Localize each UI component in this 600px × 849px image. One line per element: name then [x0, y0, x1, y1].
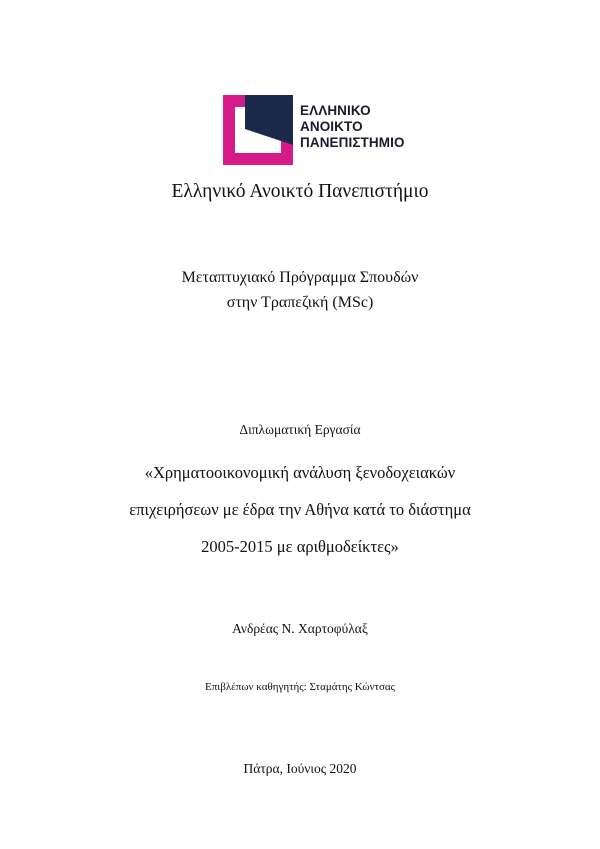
logo-line-1: ΕΛΛΗΝΙΚΟ — [300, 103, 371, 118]
logo-line-2: ΑΝΟΙΚΤΟ — [300, 119, 363, 134]
program-line-2: στην Τραπεζική (MSc) — [226, 294, 374, 311]
university-logo — [223, 95, 413, 165]
thesis-title-line-3: 2005-2015 με αριθμοδείκτες» — [201, 537, 399, 556]
logo-mark-icon — [223, 95, 293, 165]
thesis-title-line-2: επιχειρήσεων με έδρα την Αθήνα κατά το διάστημα — [129, 500, 471, 519]
thesis-title-line-1: «Χρηματοοικονομική ανάλυση ξενοδοχειακών — [144, 463, 456, 482]
program-line-1: Μεταπτυχιακό Πρόγραμμα Σπουδών — [181, 269, 419, 286]
thesis-label: Διπλωματική Εργασία — [239, 422, 361, 437]
program-name — [0, 265, 600, 315]
supervisor: Επιβλέπων καθηγητής: Σταμάτης Κώντσας — [204, 681, 396, 693]
logo-wordmark — [300, 103, 405, 151]
author-name: Ανδρέας Ν. Χαρτοφύλαξ — [232, 621, 368, 636]
place-date: Πάτρα, Ιούνιος 2020 — [243, 761, 357, 776]
logo-line-3: ΠΑΝΕΠΙΣΤΗΜΙΟ — [300, 135, 405, 150]
university-name: Ελληνικό Ανοικτό Πανεπιστήμιο — [171, 181, 429, 202]
thesis-title — [0, 454, 600, 565]
